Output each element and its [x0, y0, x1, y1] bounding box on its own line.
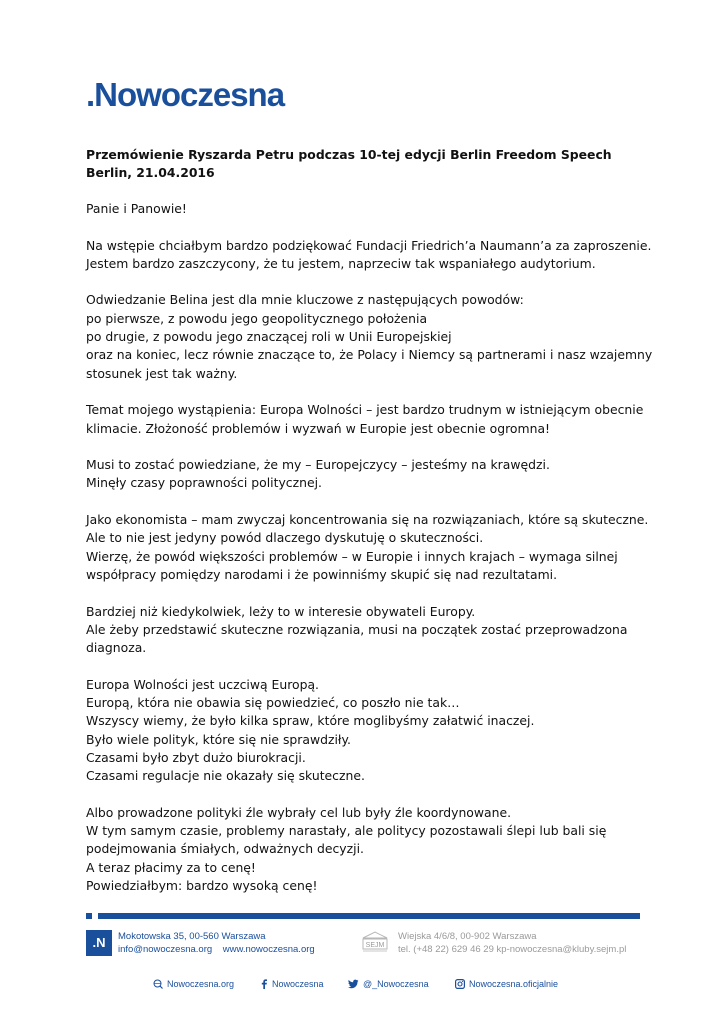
speech-line: A teraz płacimy za to cenę!: [86, 859, 256, 875]
speech-line: oraz na koniec, lecz równie znaczące to, że Polacy i Niemcy są partnerami i nasz wzajemny: [86, 347, 653, 363]
speech-paragraph: [86, 676, 646, 786]
twitter-icon: [348, 979, 359, 989]
speech-line: Czasami było zbyt dużo biurokracji.: [86, 749, 306, 765]
speech-paragraph: [86, 237, 652, 274]
instagram-icon: [455, 979, 465, 989]
speech-paragraph: [86, 804, 646, 895]
speech-line: diagnoza.: [86, 640, 147, 656]
footer-rule-dot: [86, 913, 92, 919]
speech-line: klimacie. Złożoność problemów i wyzwań w Europie jest obecnie ogromna!: [86, 420, 551, 436]
speech-line: Albo prowadzone polityki źle wybrały cel lub były źle koordynowane.: [86, 804, 512, 820]
speech-line: Minęły czasy poprawności politycznej.: [86, 475, 322, 491]
speech-line: Jestem bardzo zaszczycony, że tu jestem, naprzeciw tak wspaniałego audytorium.: [86, 255, 596, 271]
speech-paragraph: [86, 291, 653, 382]
speech-line: Na wstępie chciałbym bardzo podziękować Fundacji Friedrich’a Naumann’a za zaproszenie.: [86, 237, 652, 253]
speech-line: Wierzę, że powód większości problemów – w Europie i innych krajach – wymaga silnej: [86, 548, 618, 564]
speech-line: Powiedziałbym: bardzo wysoką cenę!: [86, 877, 318, 893]
social-instagram-link[interactable]: [455, 979, 558, 989]
nowoczesna-badge-logo: .N: [86, 930, 112, 956]
speech-body: [86, 200, 653, 914]
speech-line: Musi to zostać powiedziane, że my – Europejczycy – jesteśmy na krawędzi.: [86, 457, 550, 473]
speech-line: współpracy pomiędzy narodami i że powinniśmy skupić się nad rezultatami.: [86, 566, 558, 582]
social-twitter-link[interactable]: [348, 979, 429, 989]
speech-paragraph: [86, 456, 646, 493]
social-facebook-label: Nowoczesna: [272, 979, 324, 989]
speech-line: podejmowania śmiałych, odważnych decyzji.: [86, 841, 364, 857]
sejm-logo-icon: [360, 930, 390, 954]
speech-line: Panie i Panowie!: [86, 201, 187, 216]
speech-paragraph: [86, 200, 646, 218]
nowoczesna-logo: .Nowoczesna: [86, 76, 285, 113]
speech-paragraph: [86, 603, 646, 658]
social-web-link[interactable]: [153, 979, 234, 989]
social-web-label: Nowoczesna.org: [167, 979, 235, 989]
office1-address: Mokotowska 35, 00-560 Warszawa: [118, 931, 266, 942]
speech-line: Temat mojego wystąpienia: Europa Wolności – jest bardzo trudnym w istniejącym obecnie: [86, 402, 644, 418]
speech-line: Europa Wolności jest uczciwą Europą.: [86, 676, 320, 692]
office2-address: Wiejska 4/6/8, 00-902 Warszawa: [398, 931, 537, 942]
speech-line: Odwiedzanie Belina jest dla mnie kluczowe z następujących powodów:: [86, 292, 524, 308]
speech-line: Ale to nie jest jedyny powód dlaczego dyskutuję o skuteczności.: [86, 530, 484, 546]
sejm-logo-text: SEJM: [365, 942, 385, 949]
speech-line: Europą, która nie obawia się powiedzieć, co poszło nie tak…: [86, 695, 460, 711]
speech-line: W tym samym czasie, problemy narastały, ale politycy pozostawali ślepi lub bali się: [86, 823, 607, 839]
speech-line: po pierwsze, z powodu jego geopolitycznego położenia: [86, 310, 428, 326]
office-warsaw-mokotowska: [118, 930, 323, 956]
speech-line: Ale żeby przedstawić skuteczne rozwiązania, musi na początek zostać przeprowadzona: [86, 621, 628, 637]
speech-paragraph: [86, 511, 649, 584]
social-instagram-label: Nowoczesna.oficjalnie: [469, 979, 559, 989]
speech-paragraph: [86, 401, 646, 438]
office2-contact[interactable]: tel. (+48 22) 629 46 29 kp-nowoczesna@kluby.sejm.pl: [398, 944, 627, 955]
speech-line: Wszyscy wiemy, że było kilka spraw, które moglibyśmy załatwić inaczej.: [86, 713, 535, 729]
speech-line: stosunek jest tak ważny.: [86, 365, 238, 381]
speech-title: Przemówienie Ryszarda Petru podczas 10-tej edycji Berlin Freedom Speech: [86, 147, 612, 162]
facebook-icon: [260, 979, 268, 989]
social-twitter-label: @_Nowoczesna: [363, 979, 429, 989]
speech-line: Czasami regulacje nie okazały się skuteczne.: [86, 768, 365, 784]
speech-line: Bardziej niż kiedykolwiek, leży to w interesie obywateli Europy.: [86, 603, 476, 619]
footer-rule-bar: [98, 913, 640, 919]
speech-line: po drugie, z powodu jego znaczącej roli w Unii Europejskiej: [86, 329, 452, 345]
speech-line: Było wiele polityk, które się nie sprawdziły.: [86, 731, 351, 747]
speech-date-place: Berlin, 21.04.2016: [86, 165, 215, 180]
office1-website-link[interactable]: www.nowoczesna.org: [222, 944, 315, 955]
office-sejm-wiejska: [398, 930, 626, 956]
globe-search-icon: [153, 979, 163, 989]
social-facebook-link[interactable]: [260, 979, 324, 989]
document-heading: [86, 146, 646, 182]
speech-line: Jako ekonomista – mam zwyczaj koncentrowania się na rozwiązaniach, które są skuteczne.: [86, 512, 649, 528]
office1-email-link[interactable]: info@nowoczesna.org: [118, 944, 213, 955]
